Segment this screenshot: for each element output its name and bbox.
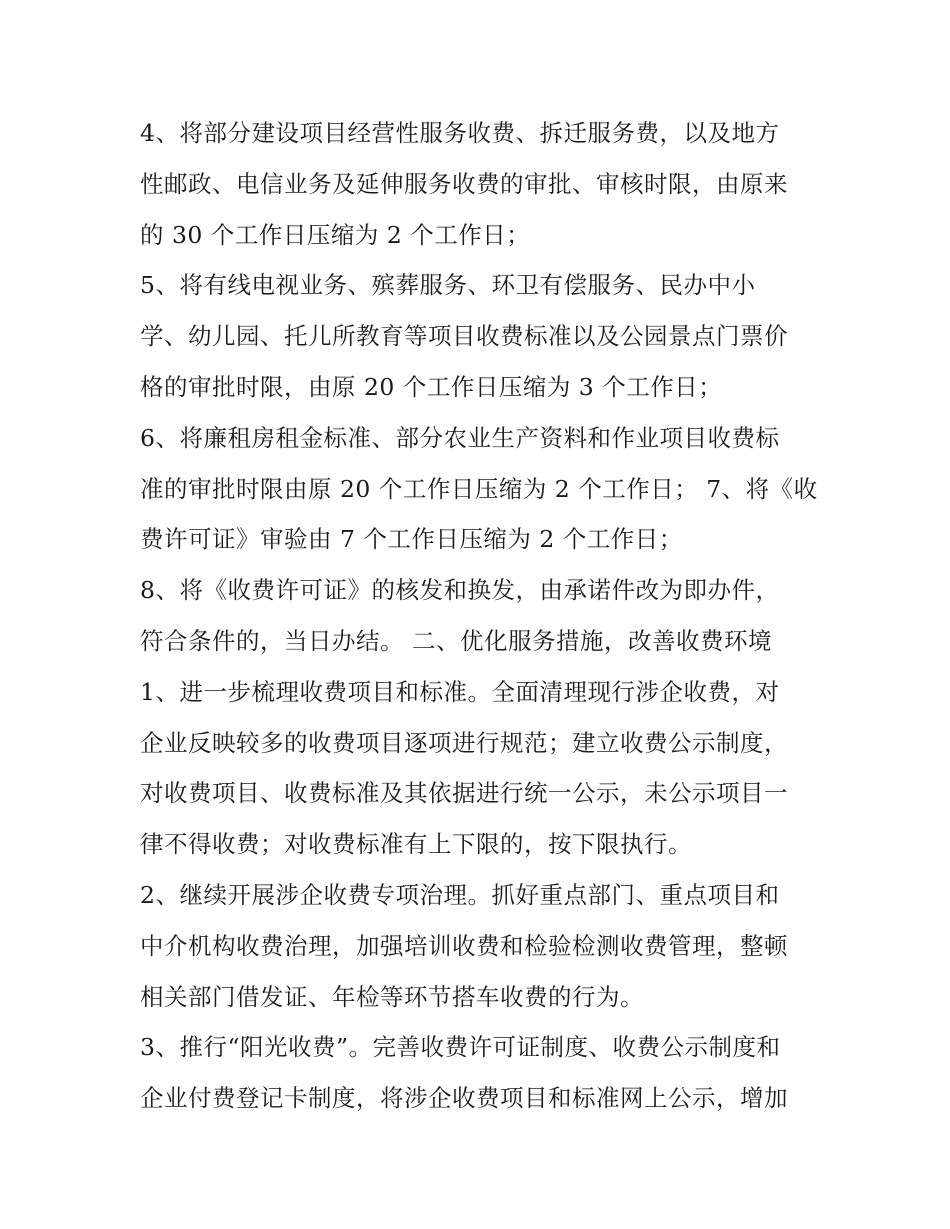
text-line: 2、继续开展涉企收费专项治理。抓好重点部门、重点项目和 (140, 880, 780, 909)
text-line: 律不得收费；对收费标准有上下限的，按下限执行。 (140, 830, 692, 859)
text-line: 学、幼儿园、托儿所教育等项目收费标准以及公园景点门票价 (140, 322, 788, 351)
text-line: 中介机构收费治理，加强培训收费和检验检测收费管理，整顿 (140, 931, 788, 960)
text-line: 对收费项目、收费标准及其依据进行统一公示，未公示项目一 (140, 779, 788, 808)
text-line: 格的审批时限，由原 20 个工作日压缩为 3 个工作日； (140, 372, 723, 401)
text-line: 准的审批时限由原 20 个工作日压缩为 2 个工作日； 7、将《收 (140, 474, 818, 503)
text-line: 8、将《收费许可证》的核发和换发，由承诺件改为即办件， (140, 576, 780, 605)
text-line: 费许可证》审验由 7 个工作日压缩为 2 个工作日； (140, 525, 683, 554)
text-line: 企业付费登记卡制度，将涉企收费项目和标准网上公示，增加 (140, 1084, 788, 1113)
text-line: 1、进一步梳理收费项目和标准。全面清理现行涉企收费，对 (140, 677, 780, 706)
text-line: 企业反映较多的收费项目逐项进行规范；建立收费公示制度， (140, 728, 788, 757)
text-line: 相关部门借发证、年检等环节搭车收费的行为。 (140, 982, 644, 1011)
body-text (140, 108, 820, 1124)
text-line: 5、将有线电视业务、殡葬服务、环卫有偿服务、民办中小 (140, 271, 756, 300)
text-line: 6、将廉租房租金标准、部分农业生产资料和作业项目收费标 (140, 423, 780, 452)
text-line: 的 30 个工作日压缩为 2 个工作日； (140, 220, 531, 249)
text-line: 3、推行“阳光收费”。完善收费许可证制度、收费公示制度和 (140, 1033, 781, 1062)
text-line: 性邮政、电信业务及延伸服务收费的审批、审核时限，由原来 (140, 169, 788, 198)
text-line: 4、将部分建设项目经营性服务收费、拆迁服务费，以及地方 (140, 119, 780, 147)
text-line: 符合条件的，当日办结。 二、优化服务措施，改善收费环境 (140, 626, 772, 655)
